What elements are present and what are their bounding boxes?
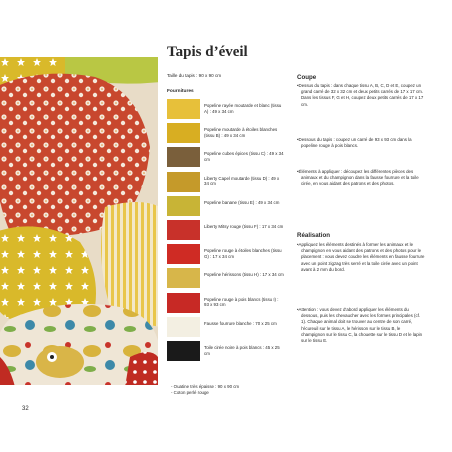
fabric-swatch — [167, 341, 200, 361]
fabric-label: Fausse fourrure blanche : 70 x 25 cm — [204, 320, 277, 326]
fabric-label: Popeline rouge à pois blancs (tissu I) : 93 x 93 cm — [204, 296, 279, 308]
fabric-swatch — [167, 123, 200, 143]
coupe-paragraph: • Dessous du tapis : coupez un carré de 93 x 93 cm dans la popeline rouge à pois blancs. — [297, 137, 425, 149]
fabric-label: Toile cirée noire à pois blancs : 45 x 25 cm — [204, 345, 280, 356]
fabric-swatch — [167, 317, 200, 337]
fabric-swatch — [167, 196, 200, 216]
fabric-swatch — [167, 293, 200, 313]
fabric-label: Liberty Capel moutarde (tissu D) : 49 x 34 cm — [204, 175, 280, 187]
fabric-label: Popeline moutarde à étoiles blanches (tissu B) : 49 x 34 cm — [204, 127, 278, 138]
fabric-swatch — [167, 172, 200, 192]
fabric-swatch — [167, 147, 200, 167]
page-title: Tapis d’éveil — [167, 44, 248, 60]
fabric-label: Popeline hérissons (tissu H) : 17 x 34 cm — [204, 272, 284, 278]
fabric-swatch — [167, 99, 200, 119]
fabric-swatch — [167, 268, 200, 288]
fabric-label: Popeline cubes épices (tissu C) : 49 x 34 cm — [204, 151, 284, 162]
fabric-label: Popeline rayée moutarde et blanc (tissu A) : 49 x 34 cm — [204, 103, 282, 114]
page-number: 32 — [22, 406, 29, 412]
realisation-paragraph: • Attention : vous devez d’abord appliquer les éléments du dessous, puis les chevaucher avec les formes principales (cf. 1). Chaque animal doit se trouver au centre de son carré, l’écureuil sur le tissu A, le hérisson sur le tissu B, le champignon sur le tissu C, la chouette sur le tissu D et le lapin sur le tissu E. — [297, 307, 425, 344]
mat-size: Taille du tapis : 90 x 90 cm — [167, 73, 222, 78]
realisation-heading: Réalisation — [297, 232, 331, 239]
fournitures-heading: Fournitures — [167, 89, 194, 94]
extra-item: - Ouatine très épaisse : 90 x 90 cm — [171, 384, 240, 389]
coupe-heading: Coupe — [297, 74, 317, 81]
cushion-photo — [0, 57, 158, 385]
fabric-label: Popeline rouge à étoiles blanches (tissu G) : 17 x 34 cm — [204, 248, 282, 259]
coupe-paragraph: • Éléments à appliquer : découpez les différentes pièces des animaux et du champignon dans la fausse fourrure et la toile cirée, en vous aidant des patrons et des photos. — [297, 169, 425, 188]
fabric-label: Liberty Mitsy rouge (tissu F) : 17 x 34 cm — [204, 224, 284, 229]
realisation-paragraph: • Appliquez les éléments destinés à former les animaux et le champignon en vous aidant des patrons et des photos pour le placement : vous devez coudre les éléments en fausse fourrure avec un point zigzag très serré et la toile cirée avec un point avant à 2 mm du bord. — [297, 242, 425, 273]
extra-item: - Coton perlé rouge — [171, 390, 209, 395]
fabric-label: Popeline banane (tissu E) : 49 x 34 cm — [204, 199, 280, 205]
fabric-swatch — [167, 220, 200, 240]
fabric-swatch — [167, 244, 200, 264]
coupe-paragraph: • Dessus du tapis : dans chaque tissu A, B, C, D et E, coupez un grand carré de 32 x 32 cm et deux petits carrés de 17 x 17 cm. Dans les tissus F, G et H, coupez deux petits carrés de 17 x 17 cm. — [297, 83, 425, 108]
